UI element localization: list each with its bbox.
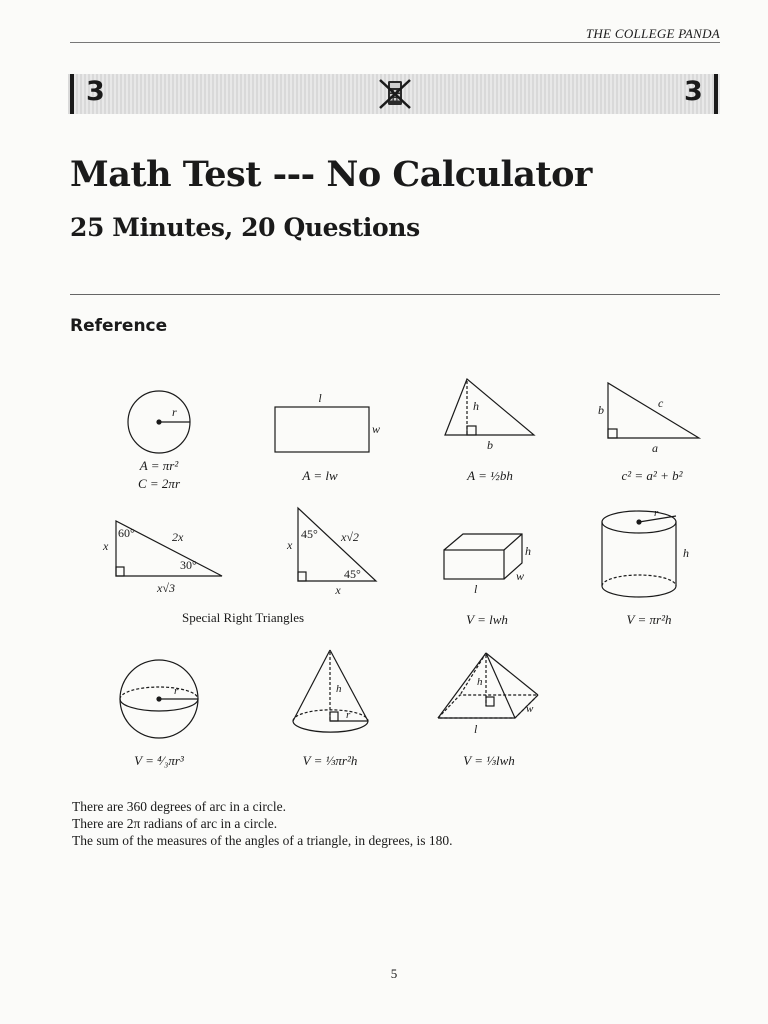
pyramid-width-label: w <box>526 703 534 715</box>
reference-facts <box>72 798 453 849</box>
circle-radius-label: r <box>172 405 177 419</box>
pyramid-height-label: h <box>477 676 483 688</box>
special-right-triangles-caption: Special Right Triangles <box>181 610 305 625</box>
rectangle-area-formula: A = lw <box>302 468 338 483</box>
circle-area-formula: A = πr² <box>139 458 179 473</box>
sphere-volume-formula: V = ⁴⁄₃πr³ <box>134 753 184 768</box>
hypotenuse-2x-label: 2x <box>172 530 184 544</box>
triangle-area-formula: A = ½bh <box>467 468 513 483</box>
pyramid-volume-formula: V = ⅓lwh <box>463 753 515 768</box>
long-leg-label: x√3 <box>157 581 175 595</box>
page-subtitle: 25 Minutes, 20 Questions <box>70 213 420 242</box>
pyramid-length-label: l <box>474 722 478 736</box>
vertical-leg-label: x <box>287 538 293 552</box>
section-number-left: 3 <box>86 76 105 107</box>
rectangle-figure <box>275 391 380 483</box>
box-figure <box>444 534 531 627</box>
rectangle-width-label: w <box>372 422 381 436</box>
page-number: 5 <box>390 966 398 981</box>
angle-60-label: 60° <box>118 526 135 540</box>
box-width-label: w <box>516 569 525 583</box>
box-height-label: h <box>525 544 531 558</box>
triangle-45-45-90-figure <box>286 508 376 597</box>
angle-45-top-label: 45° <box>301 527 318 541</box>
cone-height-label: h <box>336 683 342 695</box>
cone-figure <box>293 650 368 768</box>
cone-volume-formula: V = ⅓πr²h <box>302 753 358 768</box>
section-number-right: 3 <box>684 76 703 107</box>
running-head: THE COLLEGE PANDA <box>585 26 720 41</box>
angle-45-right-label: 45° <box>344 567 361 581</box>
cylinder-figure <box>602 507 689 627</box>
page-title: Math Test --- No Calculator <box>70 154 592 195</box>
cone-radius-label: r <box>346 709 351 721</box>
cylinder-volume-formula: V = πr²h <box>626 612 672 627</box>
pyramid-figure <box>438 653 538 768</box>
fact-triangle-angles: The sum of the measures of the angles of a triangle, in degrees, is 180. <box>72 833 453 848</box>
right-triangle-figure <box>598 383 699 483</box>
pythagorean-formula: c² = a² + b² <box>621 468 683 483</box>
right-triangle-leg-a-label: a <box>652 441 658 455</box>
circle-figure <box>128 391 190 491</box>
rectangle-length-label: l <box>318 391 322 405</box>
box-length-label: l <box>474 582 478 596</box>
triangle-figure <box>445 379 534 483</box>
reference-heading: Reference <box>70 316 168 336</box>
cylinder-height-label: h <box>683 546 689 560</box>
sphere-radius-label: r <box>174 685 179 697</box>
circle-circumference-formula: C = 2πr <box>137 476 181 491</box>
horizontal-leg-label: x <box>335 583 341 597</box>
hypotenuse-x-root2-label: x√2 <box>341 530 359 544</box>
sphere-figure <box>120 660 198 768</box>
triangle-height-label: h <box>473 399 479 413</box>
short-leg-label: x <box>103 539 109 553</box>
angle-30-label: 30° <box>180 558 197 572</box>
cylinder-radius-label: r <box>654 507 659 519</box>
fact-radians: There are 2π radians of arc in a circle. <box>72 816 278 831</box>
triangle-30-60-90-figure <box>102 521 222 595</box>
fact-degrees: There are 360 degrees of arc in a circle. <box>72 799 286 814</box>
box-volume-formula: V = lwh <box>466 612 508 627</box>
triangle-base-label: b <box>487 438 493 452</box>
right-triangle-leg-b-label: b <box>598 403 604 417</box>
right-triangle-hypotenuse-label: c <box>658 396 664 410</box>
